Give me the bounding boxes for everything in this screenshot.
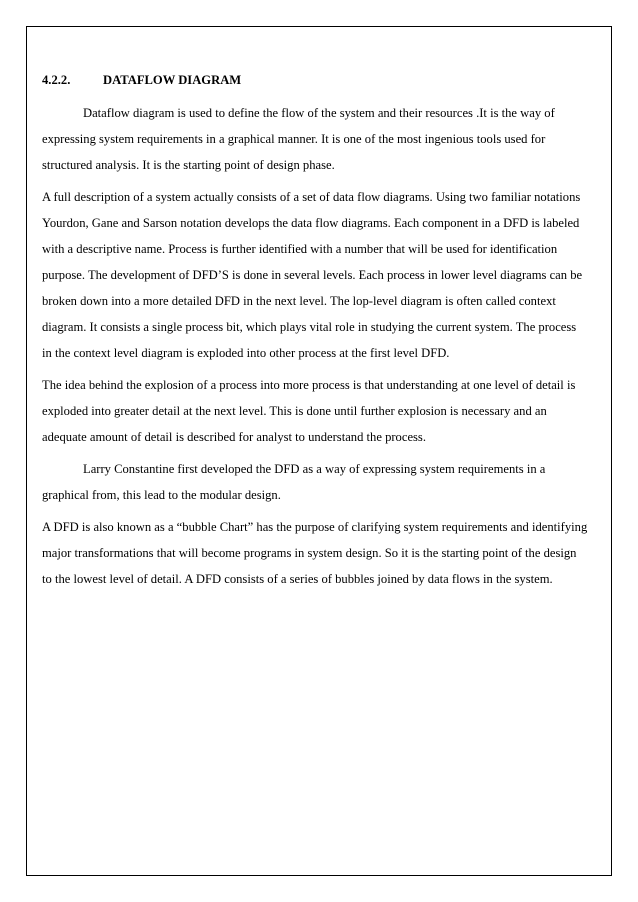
section-heading <box>42 67 604 93</box>
paragraph-line: A DFD is also known as a “bubble Chart” has the purpose of clarifying system requirements and identifying <box>42 520 588 534</box>
paragraph-line: Dataflow diagram is used to define the flow of the system and their resources .It is the way of <box>83 106 555 120</box>
paragraph-line: diagram. It consists a single process bit, which plays vital role in studying the current system. The process <box>42 320 577 334</box>
paragraph-line: structured analysis. It is the starting point of design phase. <box>42 158 335 172</box>
paragraph-line: to the lowest level of detail. A DFD consists of a series of bubbles joined by data flows in the system. <box>42 572 553 586</box>
paragraph-line: expressing system requirements in a graphical manner. It is one of the most ingenious tools used for <box>42 132 546 146</box>
paragraph-line: Yourdon, Gane and Sarson notation develops the data flow diagrams. Each component in a DFD is labeled <box>42 216 580 230</box>
paragraph-3 <box>42 372 604 450</box>
section-title: DATAFLOW DIAGRAM <box>103 73 242 87</box>
paragraph-line: in the context level diagram is exploded into other process at the first level DFD. <box>42 346 450 360</box>
paragraph-line: with a descriptive name. Process is further identified with a number that will be used for identification <box>42 242 558 256</box>
paragraph-line: A full description of a system actually consists of a set of data flow diagrams. Using two familiar notations <box>42 190 581 204</box>
paragraph-4 <box>42 456 604 508</box>
paragraph-line: major transformations that will become programs in system design. So it is the starting point of the design <box>42 546 577 560</box>
paragraph-2 <box>42 184 604 366</box>
paragraph-line: purpose. The development of DFD’S is done in several levels. Each process in lower level diagrams can be <box>42 268 583 282</box>
paragraph-line: The idea behind the explosion of a process into more process is that understanding at one level of detail is <box>42 378 576 392</box>
paragraph-line: adequate amount of detail is described for analyst to understand the process. <box>42 430 426 444</box>
paragraph-line: exploded into greater detail at the next level. This is done until further explosion is necessary and an <box>42 404 547 418</box>
paragraph-line: Larry Constantine first developed the DFD as a way of expressing system requirements in a <box>83 462 546 476</box>
paragraph-1 <box>42 100 604 178</box>
paragraph-5 <box>42 514 604 592</box>
document-body <box>42 67 604 598</box>
section-number: 4.2.2. <box>42 73 71 87</box>
paragraph-line: broken down into a more detailed DFD in the next level. The lop-level diagram is often called context <box>42 294 556 308</box>
paragraph-line: graphical from, this lead to the modular design. <box>42 488 281 502</box>
